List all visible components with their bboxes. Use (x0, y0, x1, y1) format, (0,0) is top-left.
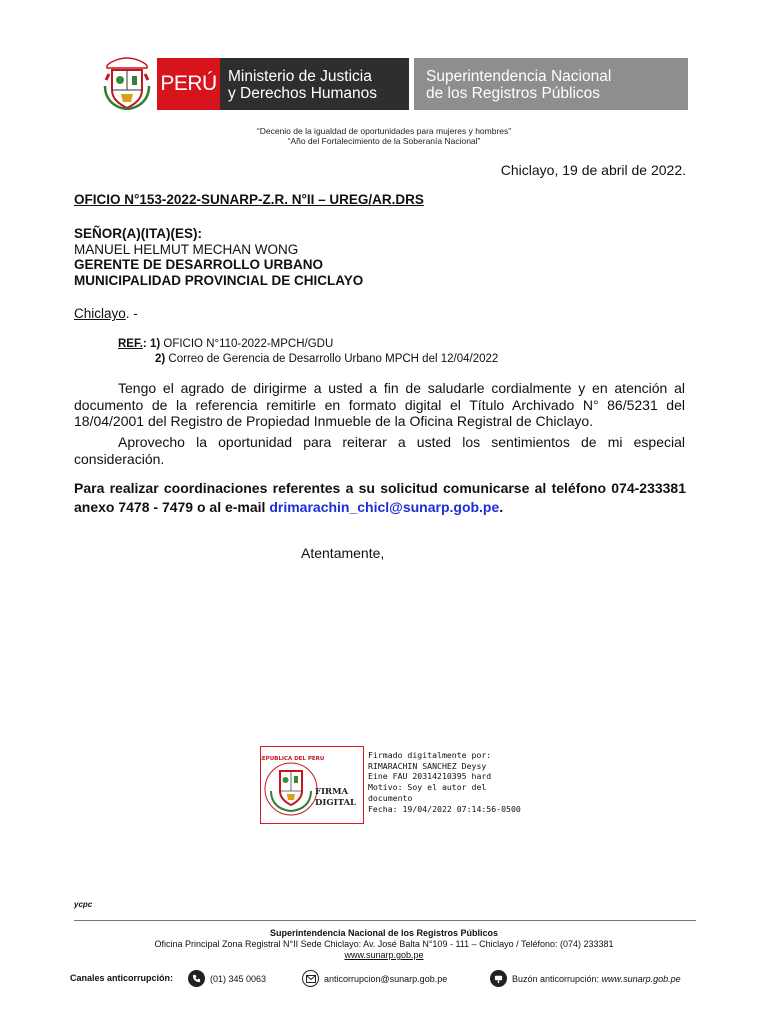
phone-number: (01) 345 0063 (210, 973, 267, 984)
city: Chiclayo (74, 306, 126, 321)
city-suffix: . - (125, 306, 138, 321)
addressee-org: MUNICIPALIDAD PROVINCIAL DE CHICLAYO (74, 273, 364, 288)
contact-paragraph (74, 479, 686, 517)
paragraph-1 (74, 380, 685, 430)
year-motto: “Año del Fortalecimiento de la Soberanía Nacional” (287, 136, 481, 146)
decenio-motto: “Decenio de la igualdad de oportunidades para mujeres y hombres” (256, 126, 512, 136)
addressee-title: GERENTE DE DESARROLLO URBANO (74, 257, 324, 272)
peru-label: PERÚ (160, 72, 217, 95)
email-address[interactable]: anticorrupcion@sunarp.gob.pe (324, 973, 448, 984)
anticorruption-email (302, 970, 447, 987)
addressee-name: MANUEL HELMUT MECHAN WONG (74, 242, 299, 257)
contact-end: . (499, 499, 504, 515)
contact-email-link[interactable]: drimarachin_chicl@sunarp.gob.pe (269, 499, 500, 515)
typist-initials: ycpc (74, 900, 93, 909)
reference-2 (155, 353, 498, 365)
paragraph-2 (74, 434, 685, 467)
ref1-num: 1) (149, 338, 161, 350)
closing: Atentamente, (301, 545, 385, 561)
anticorruption-label: Canales anticorrupción: (70, 973, 174, 983)
footer-website-link[interactable]: www.sunarp.gob.pe (344, 950, 424, 960)
signature-line: RIMARACHIN SANCHEZ Deysy (368, 760, 487, 771)
signature-line: Motivo: Soy el autor del (368, 782, 487, 793)
agency-banner (414, 58, 688, 110)
ref2-num: 2) (155, 353, 166, 365)
footer-divider (74, 920, 696, 921)
agency-line-2: de los Registros Públicos (426, 85, 601, 102)
anticorruption-mailbox (490, 970, 681, 987)
paragraph-1-text: Tengo el agrado de dirigirme a usted a fin de saludarle cordialmente y en atención al documento de la referencia remitirle en formato digital el Título Archivado N° 86/5231 del 18/04/2001 del Registro de Propiedad Inmueble de la Oficina Registral de Chiclayo. (74, 380, 685, 429)
ministry-banner (220, 58, 409, 110)
mailbox-icon (490, 970, 507, 987)
ref-colon: : (142, 338, 150, 350)
signature-line: Fecha: 19/04/2022 07:14:56-0500 (368, 803, 521, 814)
city-line (74, 306, 138, 321)
peru-logo (157, 58, 220, 110)
mailbox-label-text: Buzón anticorrupción: (512, 973, 602, 984)
salutation: SEÑOR(A)(ITA)(ES): (74, 226, 202, 241)
reference-1 (118, 338, 333, 350)
footer-org-name: Superintendencia Nacional de los Registros Públicos (269, 928, 499, 938)
mailbox-label (512, 974, 681, 984)
anticorruption-phone (188, 970, 266, 987)
mail-icon (302, 970, 319, 987)
phone-icon (188, 970, 205, 987)
contact-text: Para realizar coordinaciones referentes a su solicitud comunicarse al teléfono 074-233381 anexo 7478 - 7479 o al e-mail (74, 480, 686, 515)
ref2-text: Correo de Gerencia de Desarrollo Urbano MPCH del 12/04/2022 (165, 353, 499, 365)
letter-date: Chiclayo, 19 de abril de 2022. (500, 162, 686, 178)
peru-coat-of-arms-icon (103, 56, 151, 110)
digital-signature-stamp (260, 746, 364, 824)
reference-number: OFICIO N°153-2022-SUNARP-Z.R. N°II – UREG/AR.DRS (74, 192, 424, 207)
paragraph-2-text: Aprovecho la oportunidad para reiterar a usted los sentimientos de mi especial consideración. (74, 434, 685, 467)
ref1-text: OFICIO N°110-2022-MPCH/GDU (160, 338, 334, 350)
stamp-firma: FIRMA (315, 787, 349, 797)
ministry-line-1: Ministerio de Justicia (228, 68, 372, 85)
ministry-line-2: y Derechos Humanos (228, 85, 378, 102)
mailbox-url[interactable]: www.sunarp.gob.pe (601, 973, 681, 984)
ref-label: REF. (118, 338, 143, 350)
signature-line: Eine FAU 20314210395 hard (368, 771, 492, 782)
footer-website (0, 950, 768, 961)
footer-address: Oficina Principal Zona Registral N°II Sede Chiclayo: Av. José Balta N°109 - 111 – Chiclayo / Teléfono: (074) 233381 (154, 939, 614, 949)
stamp-top-text: REPUBLICA DEL PERU (261, 756, 325, 762)
stamp-digital: DIGITAL (315, 798, 357, 808)
signature-details (368, 750, 521, 814)
agency-line-1: Superintendencia Nacional (426, 68, 612, 85)
signature-line: Firmado digitalmente por: (368, 750, 492, 760)
signature-line: documento (368, 792, 413, 803)
